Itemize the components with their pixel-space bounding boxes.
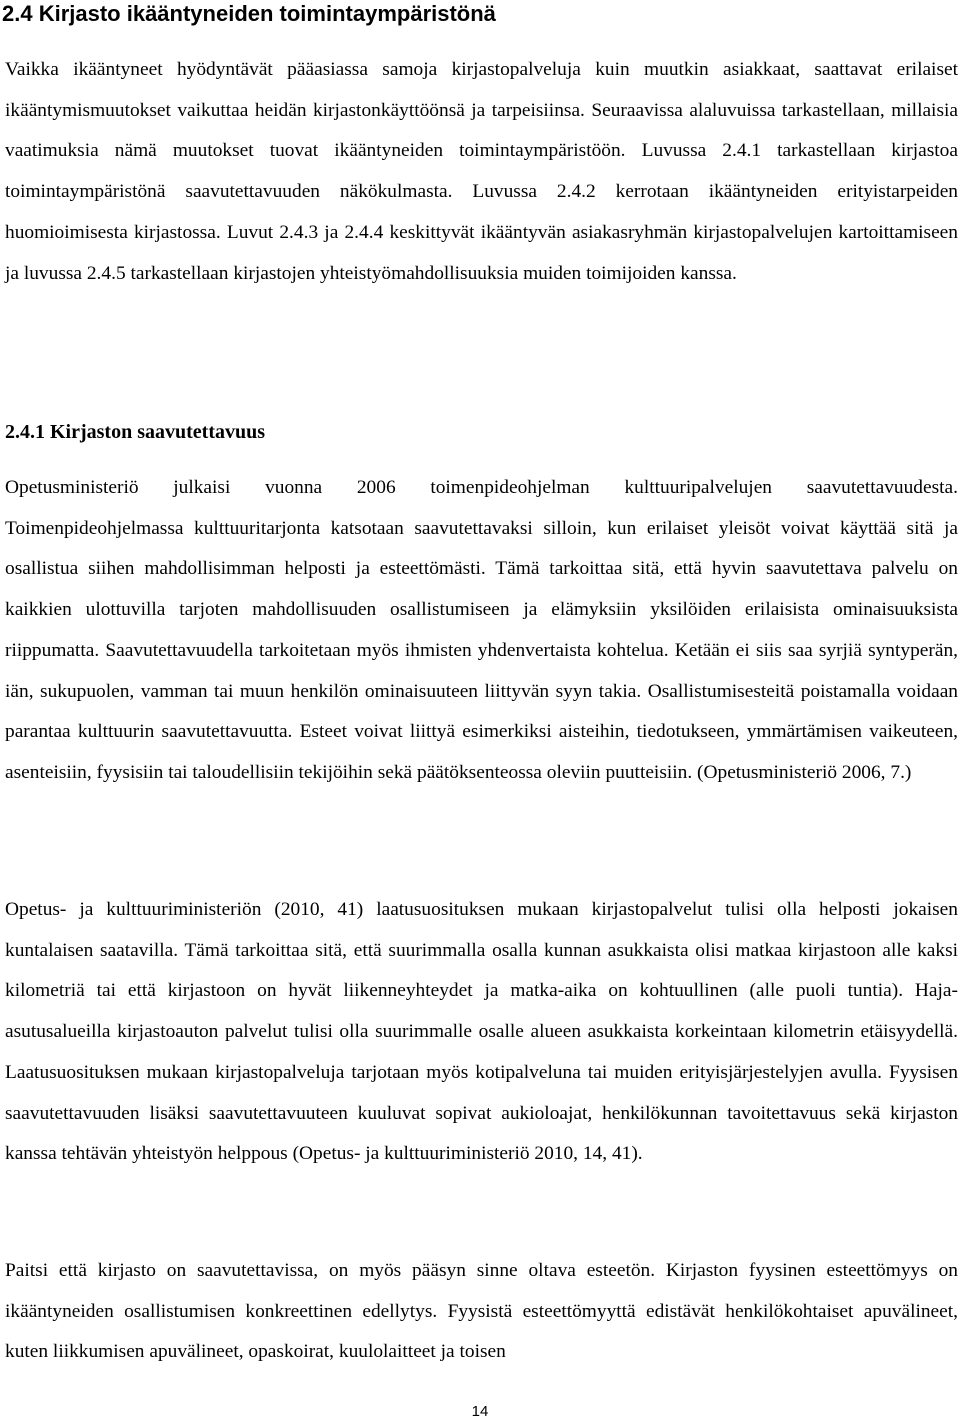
- paragraph-quality-recommendation: Opetus- ja kulttuuriministeriön (2010, 41) laatusuosituksen mukaan kirjastopalvelut tulisi olla helposti jokaisen kuntalaisen saatavilla. Tämä tarkoittaa sitä, että suurimmalla osalla kunnan asukkaista olisi matkaa kirjastoon alle kaksi kilometriä tai että kirjastoon on hyvät liikenneyhteydet ja matka-aika on kohtuullinen (alle puoli tuntia). Haja-asutusalueilla kirjastoauton palvelut tulisi olla suurimmalle osalle alueen asukkaista korkeintaan kilometrin etäisyydellä. Laatusuosituksen mukaan kirjastopalveluja tarjotaan myös kotipalveluna tai muiden erityisjärjestelyjen avulla. Fyysisen saavutettavuuden lisäksi saavutettavuuteen kuuluvat sopivat aukioloajat, henkilökunnan tavoitettavuus sekä kirjaston kanssa tehtävän yhteistyön helppous (Opetus- ja kulttuuriministeriö 2010, 14, 41).: [5, 899, 958, 1165]
- section-heading: 2.4 Kirjasto ikääntyneiden toimintaympäristönä: [2, 1, 496, 26]
- subsection-heading: 2.4.1 Kirjaston saavutettavuus: [5, 421, 266, 443]
- paragraph-physical-accessibility: Paitsi että kirjasto on saavutettavissa, on myös pääsyn sinne oltava esteetön. Kirjaston fyysinen esteettömyys on ikääntyneiden osallistumisen konkreettinen edellytys. Fyysistä esteettömyyttä edistävät henkilökohtaiset apuvälineet, kuten liikkumisen apuvälineet, opaskoirat, kuulolaitteet ja toisen: [5, 1260, 958, 1363]
- page-number: 14: [471, 1403, 489, 1420]
- paragraph-accessibility-ministry: Opetusministeriö julkaisi vuonna 2006 toimenpideohjelman kulttuuripalvelujen saavutettavuudesta. Toimenpideohjelmassa kulttuuritarjonta katsotaan saavutettavaksi silloin, kun erilaiset yleisöt voivat käyttää sitä ja osallistua siihen mahdollisimman helposti ja esteettömästi. Tämä tarkoittaa sitä, että hyvin saavutettava palvelu on kaikkien ulottuvilla tarjoten mahdollisuuden osallistumiseen ja elämyksiin yksilöiden erilaisista ominaisuuksista riippumatta. Saavutettavuudella tarkoitetaan myös ihmisten yhdenvertaista kohtelua. Ketään ei siis saa syrjiä syntyperän, iän, sukupuolen, vamman tai muun henkilön ominaisuuteen liittyvän syyn takia. Osallistumisesteitä poistamalla voidaan parantaa kulttuurin saavutettavuutta. Esteet voivat liittyä esimerkiksi aisteihin, tiedotukseen, ymmärtämisen vaikeuteen, asenteisiin, fyysisiin tai taloudellisiin tekijöihin sekä päätöksenteossa oleviin puutteisiin. (Opetusministeriö 2006, 7.): [5, 477, 958, 783]
- intro-paragraph: Vaikka ikääntyneet hyödyntävät pääasiassa samoja kirjastopalveluja kuin muutkin asiakkaat, saattavat erilaiset ikääntymismuutokset vaikuttaa heidän kirjastonkäyttöönsä ja tarpeisiinsa. Seuraavissa alaluvuissa tarkastellaan, millaisia vaatimuksia nämä muutokset tuovat ikääntyneiden toimintaympäristöön. Luvussa 2.4.1 tarkastellaan kirjastoa toimintaympäristönä saavutettavuuden näkökulmasta. Luvussa 2.4.2 kerrotaan ikääntyneiden erityistarpeiden huomioimisesta kirjastossa. Luvut 2.4.3 ja 2.4.4 keskittyvät ikääntyvän asiakasryhmän kirjastopalvelujen kartoittamiseen ja luvussa 2.4.5 tarkastellaan kirjastojen yhteistyömahdollisuuksia muiden toimijoiden kanssa.: [5, 59, 958, 284]
